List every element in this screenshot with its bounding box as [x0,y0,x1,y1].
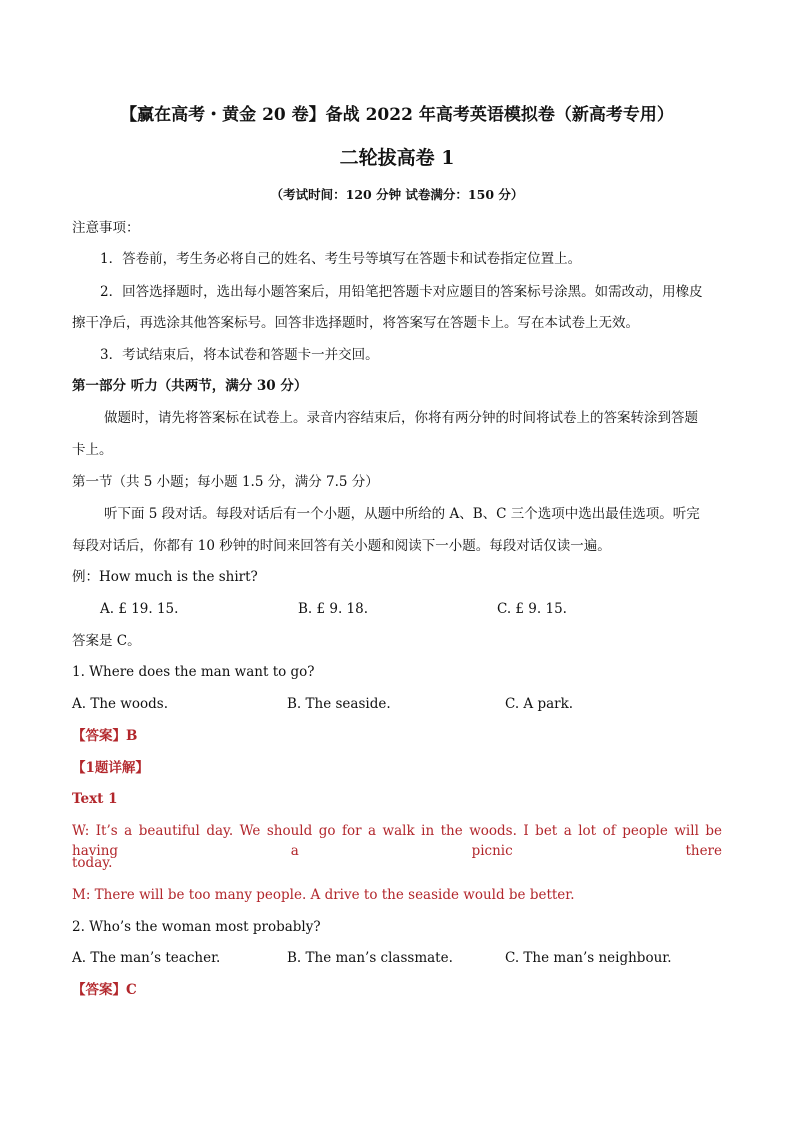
example-option-c: C. £ 9. 15. [497,601,567,617]
example-question: 例：How much is the shirt? [72,569,258,585]
notice-item-2-line-2: 擦干净后，再选涂其他答案标号。回答非选择题时，将答案写在答题卡上。写在本试卷上无效。 [72,315,639,331]
example-option-b: B. £ 9. 18. [298,601,369,617]
q1-option-a: A. The woods. [72,696,168,712]
question-2: 2. Who’s the woman most probably? [72,919,321,935]
part1-instruction-line-1: 做题时，请先将答案标在试卷上。录音内容结束后，你将有两分钟的时间将试卷上的答案转涂到答题 [104,410,698,426]
notice-item-2-line-1: 2．回答选择题时，选出每小题答案后，用铅笔把答题卡对应题目的答案标号涂黑。如需改动，用橡皮 [100,284,703,300]
exam-meta: （考试时间：120 分钟 试卷满分：150 分） [270,187,524,202]
example-option-a: A. £ 19. 15. [100,601,179,617]
notice-item-3: 3．考试结束后，将本试卷和答题卡一并交回。 [100,347,379,363]
q2-option-a: A. The man’s teacher. [72,950,221,966]
section1-instruction-line-2: 每段对话后，你都有 10 秒钟的时间来回答有关小题和阅读下一小题。每段对话仅读一遍。 [72,538,611,554]
notice-item-1: 1．答卷前，考生务必将自己的姓名、考生号等填写在答题卡和试卷指定位置上。 [100,251,582,267]
q1-answer: 【答案】B [72,728,138,744]
q2-answer: 【答案】C [72,982,137,998]
part1-heading: 第一部分 听力（共两节，满分 30 分） [72,378,308,394]
question-1: 1. Where does the man want to go? [72,664,315,680]
q1-option-b: B. The seaside. [287,696,391,712]
part1-instruction-line-2: 卡上。 [72,442,113,458]
q1-woman-line-1: W: It’s a beautiful day. We should go for a walk in the woods. I bet a lot of people will be having a picnic there [72,823,722,859]
q1-man-line: M: There will be too many people. A drive to the seaside would be better. [72,887,575,903]
q2-option-b: B. The man’s classmate. [287,950,453,966]
q1-woman-line-2: today. [72,855,113,871]
notice-heading: 注意事项： [72,220,140,236]
q1-text-label: Text 1 [72,791,118,807]
section1-instruction-line-1: 听下面 5 段对话。每段对话后有一个小题，从题中所给的 A、B、C 三个选项中选出最佳选项。听完 [104,506,700,522]
q1-option-c: C. A park. [505,696,574,712]
section1-heading: 第一节（共 5 小题；每小题 1.5 分，满分 7.5 分） [72,474,379,490]
q2-option-c: C. The man’s neighbour. [505,950,672,966]
exam-subtitle: 二轮拔高卷 1 [339,147,455,169]
example-answer: 答案是 C。 [72,633,141,649]
exam-title: 【赢在高考・黄金 20 卷】备战 2022 年高考英语模拟卷（新高考专用） [120,105,674,125]
q1-detail-heading: 【1题详解】 [72,760,149,776]
